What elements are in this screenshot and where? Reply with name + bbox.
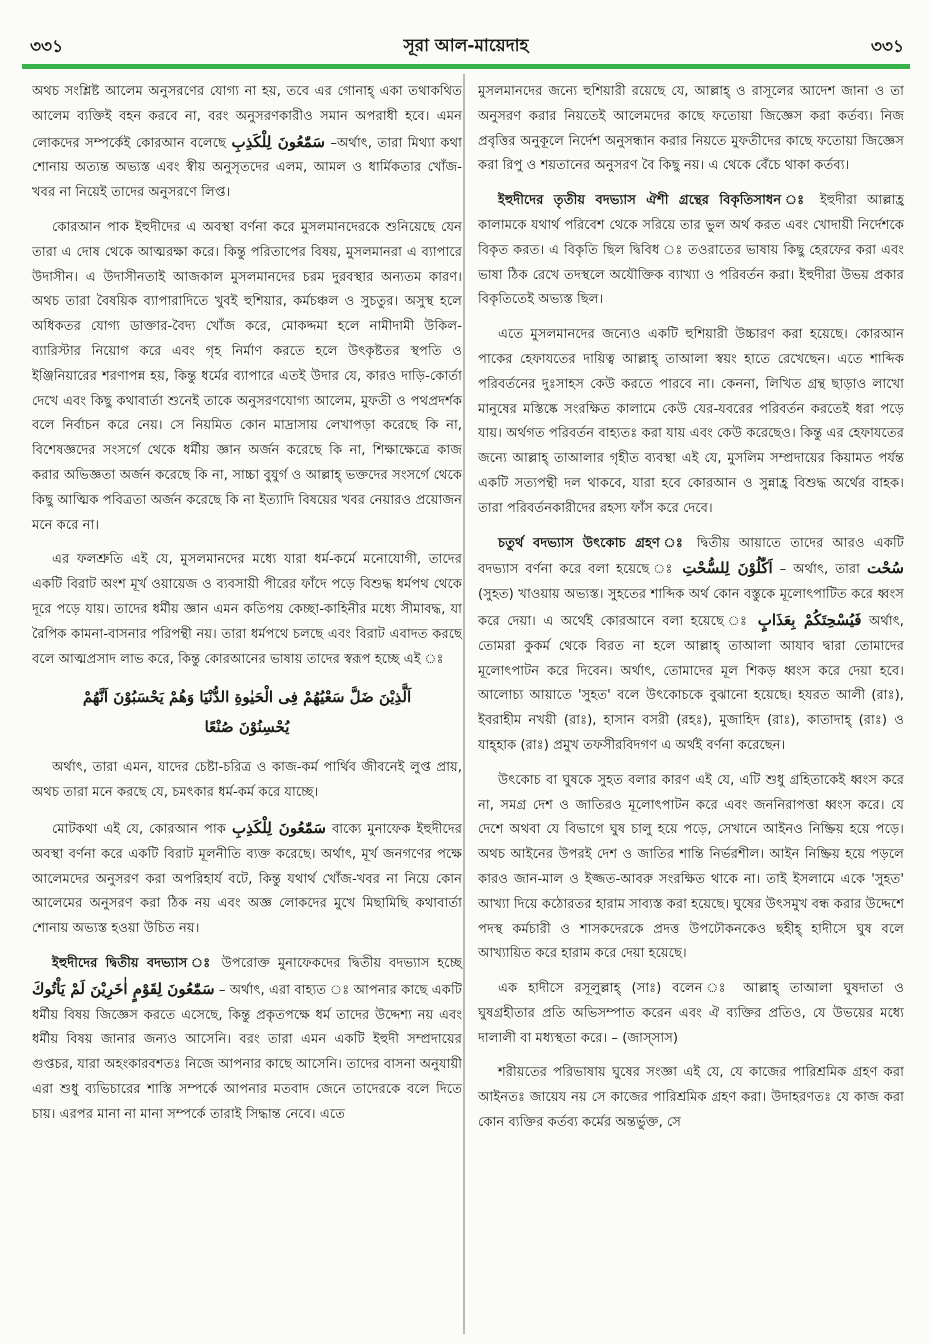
right-column (478, 80, 904, 1146)
arabic-phrase: سُحْت (867, 559, 904, 578)
paragraph (32, 80, 462, 206)
page-header (22, 28, 910, 58)
arabic-phrase: فَيُسْحِتَكُمْ بِعَذَابٍ (757, 610, 862, 629)
paragraph: কোরআন পাক ইহুদীদের এ অবস্থা বর্ণনা করে মুসলমানদেরকে শুনিয়েছে যেন তারা এ দোষ থেকে আত্মরক্ষা করে। কিন্তু পরিতাপের বিষয়, মুসলমানরা এ ব্যাপারে উদাসীন। এ উদাসীনতাই আজকাল মুসলমানদের চরম দুরবস্থার অন্যতম কারণ। অথচ তারা বৈষয়িক ব্যাপারাদিতে খুবই হুশিয়ার, কর্মচঞ্চল ও সুচতুর। অসুস্থ হলে অধিকতর যোগ্য ডাক্তার-বৈদ্য খোঁজ করে, মোকদ্দমা হলে নামীদামী উকিল-ব্যারিস্টার নিয়োগ করে এবং গৃহ নির্মাণ করতে হলে উৎকৃষ্টতর স্থপতি ও ইঞ্জিনিয়ারের শরণাপন্ন হয়, কিন্তু ধর্মের ব্যাপারে এতই উদার যে, কারও দাড়ি-কোর্তা দেখে এবং কিছু কথাবার্তা শুনেই তাকে অনুসরণযোগ্য আলেম, মুফতী ও পথপ্রদর্শক বলে নির্বাচন করে নেয়। সে নিয়মিত কোন মাদ্রাসায় লেখাপড়া করেছে কি না, বিশেষজ্ঞদের সংসর্গে থেকে ধর্মীয় জ্ঞান অর্জন করেছে কি না, শিক্ষাক্ষেত্রে কাজ করার অভিজ্ঞতা অর্জন করেছে কি না, সাচ্চা বুযুর্গ ও আল্লাহ্ ভক্তদের সংসর্গে থেকে কিছু আত্মিক পবিত্রতা অর্জন করেছে কি না ইত্যাদি বিষয়ের খবর নেয়ারও প্রয়োজন মনে করে না। (32, 219, 462, 533)
arabic-verse-line: اَلَّذِيْنَ ضَلَّ سَعْيُهُمْ فِى الْحَيٰوةِ الدُّنْيَا وَهُمْ يَحْسَبُوْنَ اَنَّهُمْ (82, 688, 412, 707)
header-rule (22, 64, 910, 69)
paragraph: এক হাদীসে রসূলুল্লাহ্ (সাঃ) বলেন ঃ আল্লাহ্ তাআলা ঘুষদাতা ও ঘুষগ্রহীতার প্রতি অভিসম্পাত করেন এবং ঐ ব্যক্তির প্রতিও, যে উভয়ের মধ্যে দালালী বা মধ্যস্থতা করে। – (জাস্সাস) (478, 981, 904, 1046)
column-divider (463, 74, 465, 1334)
paragraph (478, 189, 904, 313)
text: – অর্থাৎ, এরা বাহ্যত ঃ আপনার কাছে একটি ধর্মীয় বিষয় জিজ্ঞেস করতে এসেছে, কিন্তু প্রকৃতপক্ষে ধর্ম তাদের উদ্দেশ্য নয় এবং ধর্মীয় বিষয় জানার জন্যও আসেনি। বরং তারা এমন একটি ইহুদী সম্প্রদায়ের গুপ্তচর, যারা অহংকারবশতঃ নিজে আপনার কাছে আসেনি। তাদের বাসনা অনুযায়ী এরা শুধু ব্যভিচারের শাস্তি সম্পর্কে আপনার মতবাদ জেনে তাদেরকে বলে দিতে চায়। এরপর মানা না মানা সম্পর্কে তারাই সিদ্ধান্ত নেবে। এতে (32, 982, 462, 1122)
text: –অর্থাৎ, তারা মিথ্যা কথা শোনায় অত্যন্ত অভ্যস্ত এবং স্বীয় অনুসৃতদের এলম, আমল ও ধার্মিকতার খোঁজ-খবর না নিয়েই তাদের অনুসরণে লিপ্ত। (32, 135, 462, 201)
text: উপরোক্ত মুনাফেকদের দ্বিতীয় বদভ্যাস হচ্ছে (221, 955, 462, 971)
text: দ্বিতীয় আয়াতে তাদের আরও একটি বদভ্যাস বর্ণনা করে বলা হয়েছে ঃ (478, 535, 904, 578)
left-column (32, 80, 462, 1137)
arabic-phrase: اَكّٰلُوْنَ لِلسُّحْتِ (682, 559, 773, 578)
page-number-left: ৩৩১ (30, 37, 64, 57)
paragraph: অর্থাৎ, তারা এমন, যাদের চেষ্টা-চরিত্র ও কাজ-কর্ম পার্থিব জীবনেই লুপ্ত প্রায়, অথচ তারা মনে করছে যে, চমৎকার ধর্ম-কর্ম করে যাচ্ছে। (32, 760, 462, 801)
paragraph: এর ফলশ্রুতি এই যে, মুসলমানদের মধ্যে যারা ধর্ম-কর্মে মনোযোগী, তাদের একটি বিরাট অংশ মূর্খ ওয়ায়েজ ও ব্যবসায়ী পীরের ফাঁদে পড়ে বিশুদ্ধ ধর্মপথ থেকে দূরে পড়ে যায়। তাদের ধর্মীয় জ্ঞান এমন কতিপয় কেচ্ছা-কাহিনীর মধ্যে সীমাবদ্ধ, যা রৈপিক কামনা-বাসনার পরিপন্থী নয়। তারা ধর্মপথে চলছে এবং বিরাট এবাদত করছে বলে আত্মপ্রসাদ লাভ করে, কিন্তু কোরআনের ভাষায় তাদের স্বরূপ হচ্ছে এই ঃ (32, 552, 462, 667)
page-number-right: ৩৩১ (870, 37, 904, 57)
arabic-phrase: سَمّٰعُونَ لِلْكَذِبِ (231, 818, 326, 837)
paragraph: মুসলমানদের জন্যে হুশিয়ারী রয়েছে যে, আল্লাহ্ ও রাসূলের আদেশ জানা ও তা অনুসরণ করার নিয়তেই আলেমদের কাছে ফতোয়া জিজ্ঞেস করা কর্তব্য। নিজ প্রবৃত্তির অনুকূলে নির্দেশ অনুসন্ধান করার নিয়তে মুফতীদের কাছে ফতোয়া জিজ্ঞেস করা রিপু ও শয়তানের অনুসরণ বৈ কিছু নয়। এ থেকে বেঁচে থাকা কর্তব্য। (478, 84, 904, 174)
arabic-phrase: سَمّٰعُونَ لِلْكَذِبِ (231, 132, 325, 151)
paragraph: শরীয়তের পরিভাষায় ঘুষের সংজ্ঞা এই যে, যে কাজের পারিশ্রমিক গ্রহণ করা আইনতঃ জায়েয নয় সে কাজের পারিশ্রমিক গ্রহণ করা। উদাহরণতঃ যে কাজ করা কোন ব্যক্তির কর্তব্য কর্মের অন্তর্ভুক্ত, সে (478, 1065, 904, 1131)
chapter-title: সূরা আল-মায়েদাহ (403, 36, 529, 56)
text: ইহুদীরা আল্লাহ্র কালামকে যথার্থ পরিবেশ থেকে সরিয়ে তার ভুল অর্থ করত এবং খোদায়ী নির্দেশকে বিকৃত করত। এ বিকৃতি ছিল দ্বিবিধ ঃ তওরাতের ভাষায় কিছু হেরফের করা এবং ভাষা ঠিক রেখে তদস্থলে অযৌক্তিক ব্যাখ্যা ও পরিবর্তন করা। ইহুদীরা উভয় প্রকার বিকৃতিতেই অভ্যস্ত ছিল। (478, 193, 904, 308)
arabic-verse (32, 682, 462, 742)
text: মোটকথা এই যে, কোরআন পাক (52, 821, 226, 837)
text: অর্থাৎ, তোমরা কুকর্ম থেকে বিরত না হলে আল্লাহ্ তাআলা আযাব দ্বারা তোমাদের মূলোৎপাটন করে দিবেন। অর্থাৎ, তোমাদের মূল শিকড় ধ্বংস করে দেয়া হবে। আলোচ্য আয়াতে 'সুহত' বলে উৎকোচকে বুঝানো হয়েছে। হযরত আলী (রাঃ), ইবরাহীম নখয়ী (রাঃ), হাসান বসরী (রহঃ), মুজাহিদ (রাঃ), কাতাদাহ্ (রাঃ) ও যাহ্হাক (রাঃ) প্রমুখ তফসীরবিদগণ এ অর্থই বর্ণনা করেছেন। (478, 613, 904, 753)
paragraph: এতে মুসলমানদের জন্যেও একটি হুশিয়ারী উচ্চারণ করা হয়েছে। কোরআন পাকের হেফাযতের দায়িত্ব আল্লাহ্ তাআলা স্বয়ং হাতে রেখেছেন। এতে শাব্দিক পরিবর্তনের দুঃসাহস কেউ করতে পারবে না। কেননা, লিখিত গ্রন্থ ছাড়াও লাখো মানুষের মস্তিষ্কে সংরক্ষিত কালামে কেউ যের-যবরের পরিবর্তন করতেই ধরা পড়ে যায়। অর্থগত পরিবর্তন বাহ্যতঃ করা যায় এবং কেউ করেছেও। কিন্তু এর হেফাযতের জন্যে আল্লাহ্ তাআলার গৃহীত ব্যবস্থা এই যে, মুসলিম সম্প্রদায়ের কিয়ামত পর্যন্ত একটি সত্যপন্থী দল থাকবে, যারা হবে কোরআন ও সুন্নাহ্র বিশুদ্ধ অর্থের বাহক। তারা পরিবর্তনকারীদের রহস্য ফাঁস করে দেবে। (478, 327, 904, 516)
text: (সুহত) খাওয়ায় অভ্যস্ত। সুহতের শাব্দিক অর্থ কোন বস্তুকে মূলোৎপাটিত করে ধ্বংস করে দেয়া। এ অর্থেই কোরআনে বলা হয়েছে ঃ (478, 587, 904, 629)
text: বাক্যে মুনাফেক ইহুদীদের অবস্থা বর্ণনা করে একটি বিরাট মূলনীতি ব্যক্ত করেছে। অর্থাৎ, মূর্খ জনগণের পক্ষে আলেমদের অনুসরণ করা অপরিহার্য বটে, কিন্তু যথার্থ খোঁজ-খবর না নিয়ে কোন আলেমের অনুসরণ করা ঠিক নয় এবং অজ্ঞ লোকদের মুখে মিছামিছি কথাবার্তা শোনায় অভ্যস্ত হওয়া উচিত নয়। (32, 821, 463, 937)
arabic-verse-line: يُحْسِنُوْنَ صُنْعًا (204, 718, 290, 737)
section-heading: চতুর্থ বদভ্যাস উৎকোচ গ্রহণ ঃ (498, 535, 688, 551)
paragraph (32, 816, 462, 942)
section-heading: ইহুদীদের তৃতীয় বদভ্যাস ঐশী গ্রন্থের বিকৃতিসাধন ঃ (498, 193, 810, 209)
paragraph (32, 952, 462, 1128)
paragraph (478, 532, 904, 759)
arabic-phrase: سَمّٰعُونَ لِقَوْمٍ اٰخَرِيْنَ لَمْ يَاْتُوكَ (32, 979, 215, 998)
paragraph: উৎকোচ বা ঘুষকে সুহত বলার কারণ এই যে, এটি শুধু গ্রহিতাকেই ধ্বংস করে না, সমগ্র দেশ ও জাতিরও মূলোৎপাটন করে এবং জননিরাপত্তা ধ্বংস করে। যে দেশে অথবা যে বিভাগে ঘুষ চালু হয়ে পড়ে, সেখানে আইনও নিষ্ক্রিয় হয়ে পড়ে। অথচ আইনের উপরই দেশ ও জাতির শান্তি নির্ভরশীল। আইন নিষ্ক্রিয় হয়ে পড়লে কারও জান-মাল ও ইজ্জত-আবরু সংরক্ষিত থাকে না। তাই ইসলামে একে 'সুহত' আখ্যা দিয়ে কঠোরতর হারাম সাব্যস্ত করা হয়েছে। ঘুষের উৎসমুখ বন্ধ করার উদ্দেশে পদস্থ কর্মচারী ও শাসকদেরকে প্রদত্ত উপঢৌকনকেও ছহীহ্ হাদীসে ঘুষ বলে আখ্যায়িত করে হারাম করে দেয়া হয়েছে। (478, 772, 904, 962)
section-heading: ইহুদীদের দ্বিতীয় বদভ্যাস ঃ (52, 955, 214, 971)
text: অথচ সংশ্লিষ্ট আলেম অনুসরণের যোগ্য না হয়, তবে এর গোনাহ্ একা তথাকথিত আলেম ব্যক্তিই বহন করবে না, বরং অনুসরণকারীও সমান অপরাধী হবে। এমন লোকদের সম্পর্কেই কোরআন বলেছে (32, 84, 462, 151)
text: – অর্থাৎ, তারা (779, 562, 861, 578)
